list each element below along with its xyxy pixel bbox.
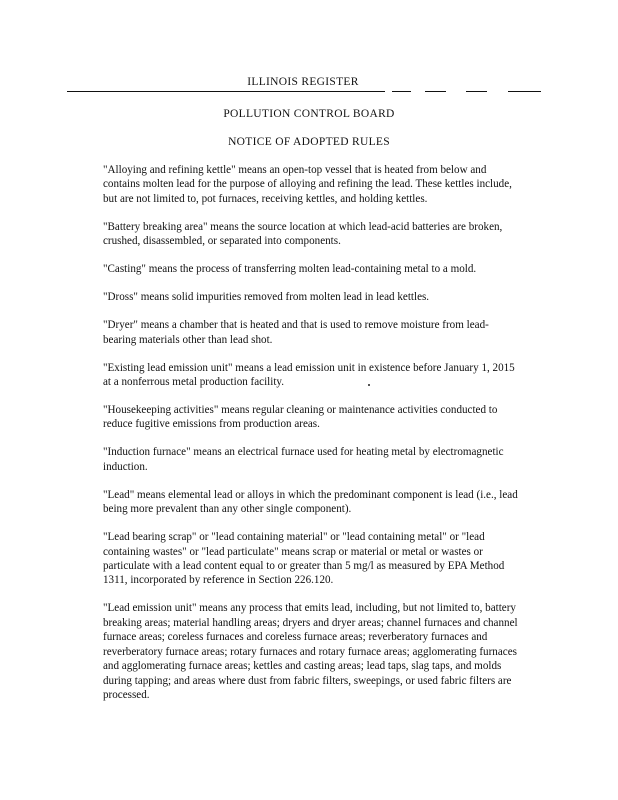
definition-paragraph: "Lead emission unit" means any process that emits lead, including, but not limited to, battery breaking areas; material handling areas; dryers and dryer areas; channel furnaces and channel furnace areas; coreless furnaces and coreless furnace areas; reverberatory furnaces and reverberatory furnace areas; rotary furnaces and rotary furnace areas; agglomerating furnaces and agglomerating furnace areas; kettles and casting areas; lead taps, slag taps, and molds during tapping; and areas where dust from fabric filters, sweepings, or used fabric filters are processed. <box>103 602 518 701</box>
definition-paragraph: "Housekeeping activities" means regular cleaning or maintenance activities conducted to reduce fugitive emissions from production areas. <box>103 404 498 431</box>
board-title: POLLUTION CONTROL BOARD <box>223 108 395 120</box>
definition-paragraph: "Lead bearing scrap" or "lead containing material" or "lead containing metal" or "lead containing wastes" or "lead particulate" means scrap or material or metal or wastes or particulate with a lead content equal to or greater than 5 mg/l as measured by EPA Method 1311, incorporated by reference in Section 226.120. <box>103 531 505 587</box>
header-rule-segment <box>425 91 446 92</box>
scan-speck <box>368 384 370 386</box>
definition-paragraph: "Dryer" means a chamber that is heated and that is used to remove moisture from lead-bearing materials other than lead shot. <box>103 319 489 346</box>
header-rule-segment <box>508 91 541 92</box>
register-title: ILLINOIS REGISTER <box>247 76 359 88</box>
notice-title: NOTICE OF ADOPTED RULES <box>228 136 390 148</box>
definition-paragraph: "Existing lead emission unit" means a lead emission unit in existence before January 1, 2015 at a nonferrous metal production facility. <box>103 361 515 389</box>
header-rule-segment <box>466 91 487 92</box>
definition-paragraph: "Casting" means the process of transferring molten lead-containing metal to a mold. <box>103 263 477 276</box>
definitions-body <box>103 163 521 716</box>
definition-paragraph: "Dross" means solid impurities removed from molten lead in lead kettles. <box>103 291 430 304</box>
header-rule-main <box>67 91 385 92</box>
header-rule-segment <box>392 91 411 92</box>
definition-paragraph: "Lead" means elemental lead or alloys in which the predominant component is lead (i.e., lead being more prevalent than any other single component). <box>103 488 518 516</box>
definition-paragraph: "Alloying and refining kettle" means an open-top vessel that is heated from below and contains molten lead for the purpose of alloying and refining the lead. These kettles include, but are not limited to, pot furnaces, receiving kettles, and holding kettles. <box>103 164 512 205</box>
definition-paragraph: "Induction furnace" means an electrical furnace used for heating metal by electromagnetic induction. <box>103 446 504 473</box>
definition-paragraph: "Battery breaking area" means the source location at which lead-acid batteries are broken, crushed, disassembled, or separated into components. <box>103 220 503 248</box>
